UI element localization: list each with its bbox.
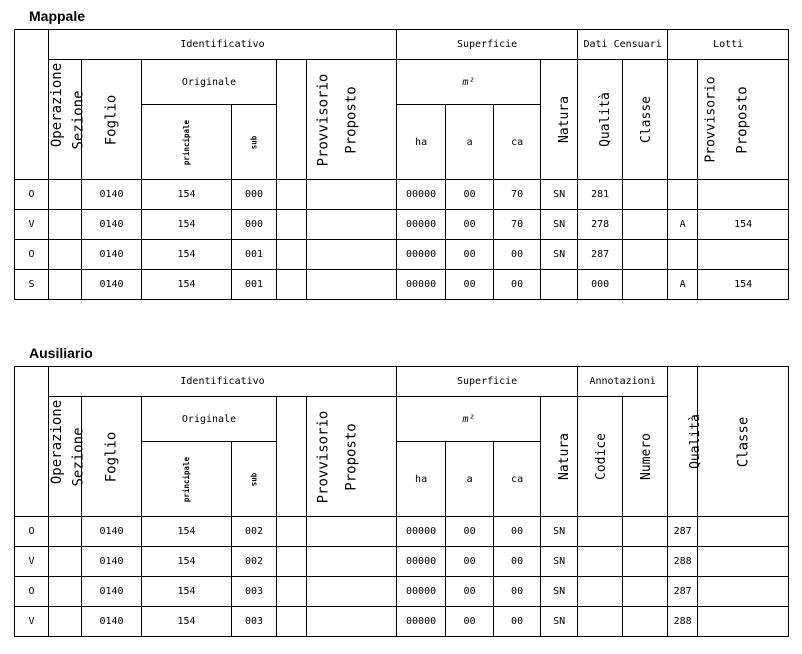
header-ca: ca — [494, 105, 541, 180]
cell-sezione — [49, 607, 82, 637]
cell-provvisorio — [277, 240, 307, 270]
cell-op: V — [15, 607, 49, 637]
mappale-title: Mappale — [29, 8, 86, 24]
cell-foglio: 0140 — [82, 210, 142, 240]
aux-header-ha: ha — [397, 442, 446, 517]
cell-lotti-prop: 154 — [698, 210, 789, 240]
header-sub: sub — [232, 105, 277, 180]
cell-ha: 00000 — [397, 577, 446, 607]
aux-header-sub: sub — [232, 442, 277, 517]
aux-header-identificativo: Identificativo — [49, 367, 397, 397]
cell-numero — [623, 577, 668, 607]
cell-ha: 00000 — [397, 180, 446, 210]
cell-lotti-prop — [698, 240, 789, 270]
cell-natura: SN — [541, 210, 578, 240]
cell-sub: 003 — [232, 607, 277, 637]
cell-ha: 00000 — [397, 547, 446, 577]
cell-classe — [623, 270, 668, 300]
cell-proposto — [307, 517, 397, 547]
cell-ca: 00 — [494, 547, 541, 577]
cell-qualita: 281 — [578, 180, 623, 210]
cell-natura — [541, 270, 578, 300]
aux-header-m2: m² — [397, 397, 541, 442]
cell-natura: SN — [541, 607, 578, 637]
cell-classe — [623, 240, 668, 270]
mappale-table — [14, 29, 789, 300]
aux-header-originale: Originale — [142, 397, 277, 442]
cell-sub: 000 — [232, 210, 277, 240]
cell-sub: 003 — [232, 577, 277, 607]
cell-provvisorio — [277, 547, 307, 577]
cell-lotti-prov: A — [668, 210, 698, 240]
header-a: a — [446, 105, 494, 180]
table-row — [15, 577, 789, 607]
cell-ca: 00 — [494, 577, 541, 607]
header-ha: ha — [397, 105, 446, 180]
cell-op: O — [15, 517, 49, 547]
cell-op: S — [15, 270, 49, 300]
header-sezione: Sezione — [49, 60, 82, 180]
cell-sub: 002 — [232, 547, 277, 577]
aux-header-proposto: Proposto — [307, 397, 397, 517]
ausiliario-table — [14, 366, 789, 637]
cell-natura: SN — [541, 180, 578, 210]
header-m2: m² — [397, 60, 541, 105]
aux-header-natura: Natura — [541, 397, 578, 517]
header-superficie: Superficie — [397, 30, 578, 60]
aux-header-annotazioni: Annotazioni — [578, 367, 668, 397]
cell-a: 00 — [446, 607, 494, 637]
cell-sub: 000 — [232, 180, 277, 210]
cell-a: 00 — [446, 210, 494, 240]
cell-principale: 154 — [142, 240, 232, 270]
cell-ca: 70 — [494, 210, 541, 240]
cell-codice — [578, 517, 623, 547]
cell-codice — [578, 547, 623, 577]
cell-proposto — [307, 240, 397, 270]
cell-principale: 154 — [142, 607, 232, 637]
cell-natura: SN — [541, 240, 578, 270]
cell-proposto — [307, 577, 397, 607]
cell-ha: 00000 — [397, 607, 446, 637]
cell-classe — [698, 577, 789, 607]
cell-a: 00 — [446, 180, 494, 210]
cell-lotti-prov: A — [668, 270, 698, 300]
cell-numero — [623, 517, 668, 547]
cell-principale: 154 — [142, 210, 232, 240]
cell-foglio: 0140 — [82, 240, 142, 270]
cell-qualita: 287 — [578, 240, 623, 270]
cell-sub: 002 — [232, 517, 277, 547]
header-qualita: Qualità — [578, 60, 623, 180]
header-identificativo: Identificativo — [49, 30, 397, 60]
cell-qualita: 288 — [668, 607, 698, 637]
table-row — [15, 180, 789, 210]
cell-qualita: 278 — [578, 210, 623, 240]
aux-header-classe: Classe — [698, 367, 789, 517]
cell-ca: 00 — [494, 517, 541, 547]
cell-ca: 70 — [494, 180, 541, 210]
cell-sezione — [49, 180, 82, 210]
header-originale: Originale — [142, 60, 277, 105]
cell-provvisorio — [277, 607, 307, 637]
cell-sezione — [49, 210, 82, 240]
cell-principale: 154 — [142, 180, 232, 210]
cell-numero — [623, 547, 668, 577]
aux-header-codice: Codice — [578, 397, 623, 517]
cell-foglio: 0140 — [82, 517, 142, 547]
cell-foglio: 0140 — [82, 270, 142, 300]
header-foglio: Foglio — [82, 60, 142, 180]
cell-ha: 00000 — [397, 210, 446, 240]
aux-header-operazione: Operazione — [15, 367, 49, 517]
table-row — [15, 240, 789, 270]
cell-classe — [623, 180, 668, 210]
cell-qualita: 287 — [668, 517, 698, 547]
aux-header-numero: Numero — [623, 397, 668, 517]
cell-sezione — [49, 547, 82, 577]
cell-a: 00 — [446, 577, 494, 607]
cell-provvisorio — [277, 577, 307, 607]
header-proposto: Proposto — [307, 60, 397, 180]
aux-header-foglio: Foglio — [82, 397, 142, 517]
cell-op: O — [15, 180, 49, 210]
table-row — [15, 607, 789, 637]
aux-header-qualita: Qualità — [668, 367, 698, 517]
cell-numero — [623, 607, 668, 637]
cell-lotti-prop — [698, 180, 789, 210]
cell-codice — [578, 577, 623, 607]
cell-qualita: 288 — [668, 547, 698, 577]
cell-principale: 154 — [142, 547, 232, 577]
cell-a: 00 — [446, 240, 494, 270]
table-row — [15, 270, 789, 300]
cell-classe — [623, 210, 668, 240]
cell-qualita: 000 — [578, 270, 623, 300]
table-row — [15, 547, 789, 577]
cell-proposto — [307, 210, 397, 240]
cell-op: O — [15, 240, 49, 270]
cell-proposto — [307, 547, 397, 577]
header-principale: principale — [142, 105, 232, 180]
aux-header-a: a — [446, 442, 494, 517]
cell-ha: 00000 — [397, 270, 446, 300]
cell-foglio: 0140 — [82, 577, 142, 607]
aux-header-sezione: Sezione — [49, 397, 82, 517]
cell-principale: 154 — [142, 517, 232, 547]
cell-natura: SN — [541, 517, 578, 547]
cell-ca: 00 — [494, 240, 541, 270]
cell-lotti-prov — [668, 240, 698, 270]
ausiliario-title: Ausiliario — [29, 345, 93, 361]
header-provvisorio: Provvisorio — [277, 60, 307, 180]
cell-op: O — [15, 577, 49, 607]
cell-ca: 00 — [494, 607, 541, 637]
cell-provvisorio — [277, 517, 307, 547]
header-dati-censuari: Dati Censuari — [578, 30, 668, 60]
cell-foglio: 0140 — [82, 547, 142, 577]
header-lotti: Lotti — [668, 30, 789, 60]
cell-ha: 00000 — [397, 240, 446, 270]
header-lotti-proposto: Proposto — [698, 60, 789, 180]
cell-proposto — [307, 270, 397, 300]
cell-sub: 001 — [232, 270, 277, 300]
cell-provvisorio — [277, 270, 307, 300]
cell-classe — [698, 517, 789, 547]
cell-sezione — [49, 517, 82, 547]
cell-proposto — [307, 607, 397, 637]
cell-classe — [698, 607, 789, 637]
cell-qualita: 287 — [668, 577, 698, 607]
header-natura: Natura — [541, 60, 578, 180]
cell-classe — [698, 547, 789, 577]
cell-codice — [578, 607, 623, 637]
cell-sezione — [49, 240, 82, 270]
table-row — [15, 517, 789, 547]
cell-natura: SN — [541, 547, 578, 577]
cell-ha: 00000 — [397, 517, 446, 547]
cell-proposto — [307, 180, 397, 210]
cell-foglio: 0140 — [82, 607, 142, 637]
cell-sezione — [49, 270, 82, 300]
cell-natura: SN — [541, 577, 578, 607]
cell-lotti-prov — [668, 180, 698, 210]
cell-sub: 001 — [232, 240, 277, 270]
cell-lotti-prop: 154 — [698, 270, 789, 300]
cell-principale: 154 — [142, 270, 232, 300]
cell-sezione — [49, 577, 82, 607]
cell-a: 00 — [446, 517, 494, 547]
cell-op: V — [15, 547, 49, 577]
cell-a: 00 — [446, 547, 494, 577]
header-lotti-provvisorio: Provvisorio — [668, 60, 698, 180]
cell-ca: 00 — [494, 270, 541, 300]
cell-op: V — [15, 210, 49, 240]
aux-header-principale: principale — [142, 442, 232, 517]
cell-principale: 154 — [142, 577, 232, 607]
header-classe: Classe — [623, 60, 668, 180]
header-operazione: Operazione — [15, 30, 49, 180]
cell-a: 00 — [446, 270, 494, 300]
cell-foglio: 0140 — [82, 180, 142, 210]
aux-header-ca: ca — [494, 442, 541, 517]
aux-header-superficie: Superficie — [397, 367, 578, 397]
aux-header-provvisorio: Provvisorio — [277, 397, 307, 517]
cell-provvisorio — [277, 210, 307, 240]
table-row — [15, 210, 789, 240]
cell-provvisorio — [277, 180, 307, 210]
